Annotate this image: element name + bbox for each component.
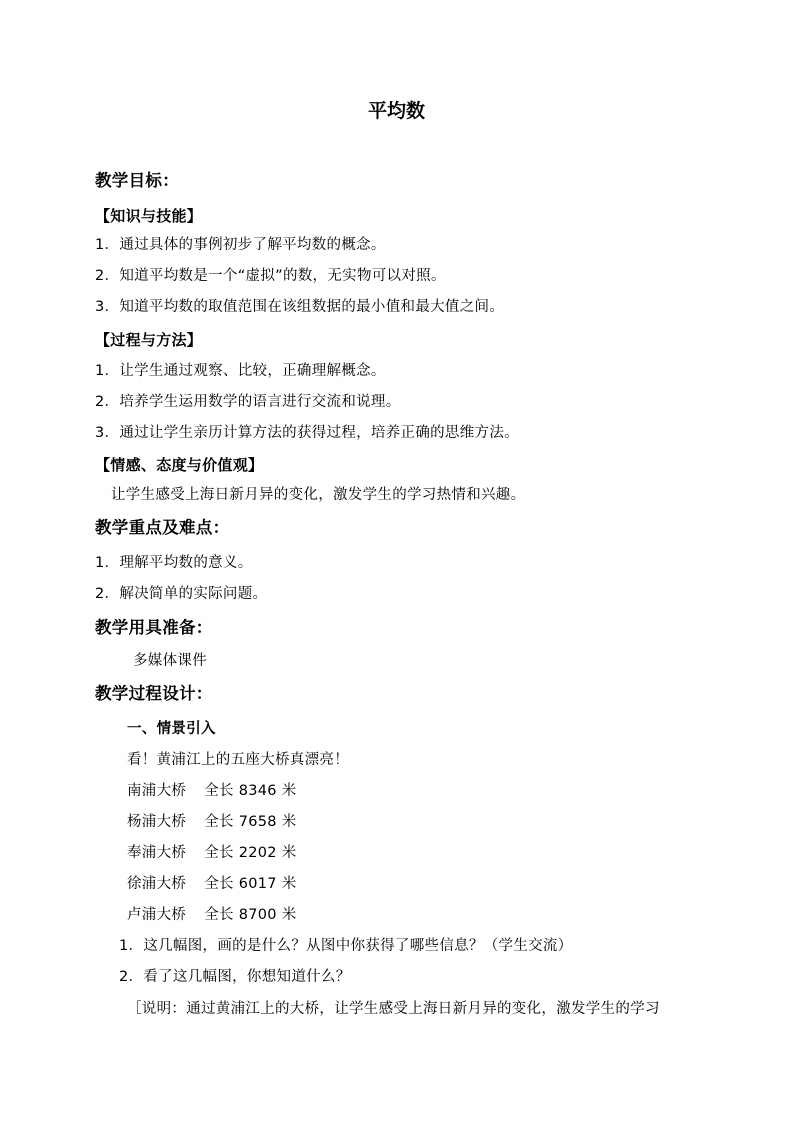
heading-knowledge-skills: 【知识与技能】 bbox=[95, 207, 203, 225]
page-title: 平均数 bbox=[367, 100, 425, 122]
bridge-length: 全长 7658 米 bbox=[204, 814, 297, 830]
bridge-row bbox=[127, 781, 297, 801]
key-point-1: 1．理解平均数的意义。 bbox=[95, 555, 253, 571]
key-point-2: 2．解决简单的实际问题。 bbox=[95, 586, 268, 602]
bridge-name: 奉浦大桥 bbox=[127, 845, 187, 861]
heading-emotion-values: 【情感、态度与价值观】 bbox=[95, 456, 264, 474]
bridge-row bbox=[127, 843, 297, 863]
bridge-row bbox=[127, 905, 297, 925]
knowledge-item-3: 3．知道平均数的取值范围在该组数据的最小值和最大值之间。 bbox=[95, 299, 505, 315]
bridge-length: 全长 8700 米 bbox=[204, 907, 297, 923]
note-text: ［说明：通过黄浦江上的大桥，让学生感受上海日新月异的变化，激发学生的学习 bbox=[127, 1001, 660, 1017]
question-2: 2．看了这几幅图，你想知道什么？ bbox=[119, 969, 351, 985]
tools-text: 多媒体课件 bbox=[133, 653, 207, 669]
heading-teaching-objectives: 教学目标： bbox=[95, 171, 179, 190]
question-1: 1．这几幅图，画的是什么？从图中你获得了哪些信息？（学生交流） bbox=[119, 938, 573, 954]
heading-teaching-tools: 教学用具准备： bbox=[95, 618, 213, 637]
bridge-length: 全长 2202 米 bbox=[204, 845, 297, 861]
bridge-length: 全长 8346 米 bbox=[204, 783, 297, 799]
bridge-length: 全长 6017 米 bbox=[204, 876, 297, 892]
part1-heading: 一、情景引入 bbox=[127, 721, 216, 737]
heading-teaching-process: 教学过程设计： bbox=[95, 684, 213, 703]
bridge-name: 卢浦大桥 bbox=[127, 907, 187, 923]
emotion-text: 让学生感受上海日新月异的变化，激发学生的学习热情和兴趣。 bbox=[111, 487, 526, 503]
heading-process-methods: 【过程与方法】 bbox=[95, 331, 203, 349]
knowledge-item-1: 1．通过具体的事例初步了解平均数的概念。 bbox=[95, 237, 386, 253]
bridge-name: 南浦大桥 bbox=[127, 783, 187, 799]
bridge-name: 徐浦大桥 bbox=[127, 876, 187, 892]
process-item-3: 3．通过让学生亲历计算方法的获得过程，培养正确的思维方法。 bbox=[95, 425, 519, 441]
bridge-name: 杨浦大桥 bbox=[127, 814, 187, 830]
intro-text: 看！黄浦江上的五座大桥真漂亮！ bbox=[127, 752, 349, 768]
knowledge-item-2: 2．知道平均数是一个“虚拟”的数，无实物可以对照。 bbox=[95, 268, 446, 284]
bridge-row bbox=[127, 874, 297, 894]
heading-key-points: 教学重点及难点： bbox=[95, 518, 230, 537]
bridge-row bbox=[127, 812, 297, 832]
process-item-1: 1．让学生通过观察、比较，正确理解概念。 bbox=[95, 363, 386, 379]
process-item-2: 2．培养学生运用数学的语言进行交流和说理。 bbox=[95, 394, 401, 410]
